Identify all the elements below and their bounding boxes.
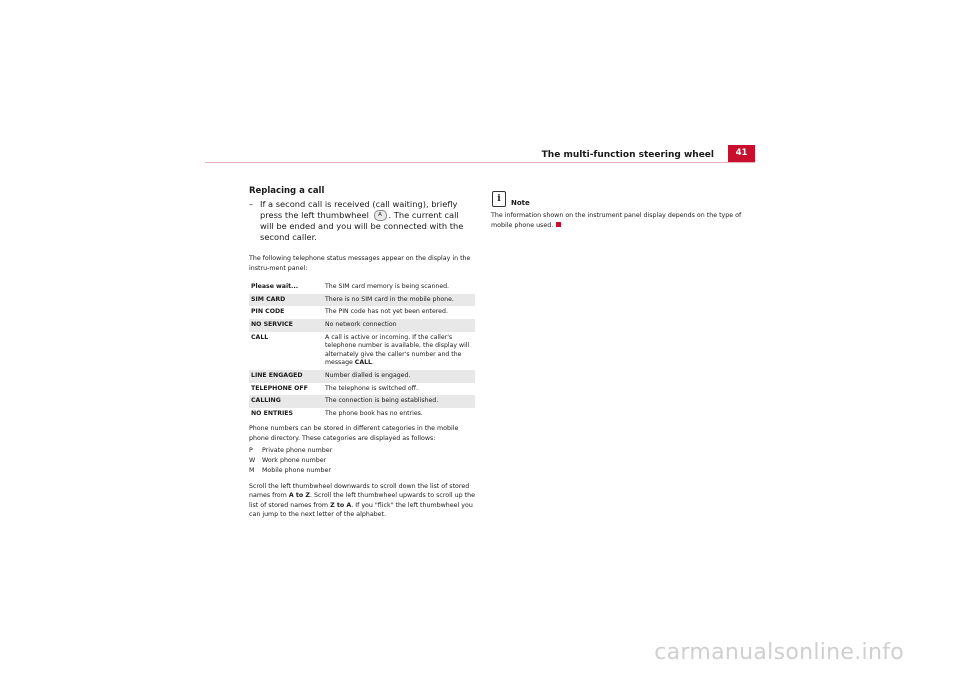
status-code: Please wait...	[251, 283, 299, 291]
table-row	[249, 383, 475, 396]
category-key: M	[249, 466, 255, 474]
category-list	[249, 446, 475, 476]
section-title: Replacing a call	[249, 186, 325, 196]
list-item	[249, 466, 475, 476]
table-row	[249, 306, 475, 319]
scroll-text: Scroll the left thumbwheel downwards to scroll down the list of stored names from	[249, 482, 470, 500]
left-column	[249, 186, 475, 528]
status-description-end: .	[372, 359, 374, 367]
status-description: The telephone is switched off.	[325, 384, 418, 392]
category-label: Mobile phone number	[262, 466, 331, 474]
end-of-section-icon	[556, 222, 561, 227]
status-intro: The following telephone status messages appear on the display in the instru-ment panel:	[249, 255, 471, 272]
category-key: W	[249, 456, 256, 464]
status-code: LINE ENGAGED	[249, 370, 323, 383]
status-description: Number dialled is engaged.	[323, 370, 475, 383]
status-description-bold: CALL	[354, 359, 372, 367]
status-description: The PIN code has not yet been entered.	[325, 308, 448, 316]
list-item	[249, 446, 475, 456]
table-row	[249, 294, 475, 307]
scroll-paragraph	[249, 482, 475, 520]
scroll-range-z-a: Z to A	[330, 501, 352, 509]
status-description: The phone book has no entries.	[325, 409, 423, 417]
watermark: carmanualsonline.info	[654, 640, 904, 665]
categories-intro: Phone numbers can be stored in different categories in the mobile phone directory. These categories are displayed as follows:	[249, 425, 459, 442]
note-text	[491, 211, 761, 230]
status-description: The SIM card memory is being scanned.	[325, 283, 450, 291]
step-text-after: . The current call will be ended and you will be connected with the second caller.	[260, 210, 464, 242]
table-row	[249, 281, 475, 294]
status-description: There is no SIM card in the mobile phone.	[323, 294, 475, 307]
table-row	[249, 370, 475, 383]
status-code: CALL	[251, 333, 269, 341]
note-heading	[491, 191, 761, 207]
instruction-step	[249, 199, 475, 243]
scroll-range-a-z: A to Z	[288, 492, 310, 500]
status-code: TELEPHONE OFF	[251, 384, 308, 392]
category-label: Work phone number	[262, 456, 327, 464]
page-number: 41	[728, 145, 755, 162]
status-code: PIN CODE	[251, 308, 285, 316]
scroll-text: . If you "flick" the left thumbwheel you can jump to the next letter of the alphabet.	[249, 501, 473, 519]
category-label: Private phone number	[262, 446, 333, 454]
table-row	[249, 408, 475, 421]
status-code: NO SERVICE	[249, 319, 323, 332]
thumbwheel-key-icon: A	[374, 210, 387, 221]
status-description: The connection is being established.	[323, 395, 475, 408]
status-code: CALLING	[249, 395, 323, 408]
running-header-title: The multi-function steering wheel	[541, 150, 714, 160]
info-icon: i	[492, 191, 506, 207]
table-row	[249, 395, 475, 408]
status-code: SIM CARD	[249, 294, 323, 307]
note-body: The information shown on the instrument panel display depends on the type of mobile phone used.	[491, 212, 742, 229]
header-divider	[205, 162, 755, 163]
status-description-text: A call is active or incoming. If the caller's telephone number is available, the display will alternately give the caller's number and the message	[325, 333, 470, 367]
status-description: No network connection	[323, 319, 475, 332]
note-label: Note	[511, 199, 530, 207]
status-description	[323, 332, 475, 370]
list-item	[249, 456, 475, 466]
right-column	[491, 191, 761, 238]
scroll-text: . Scroll the left thumbwheel upwards to scroll up the list of stored names from	[249, 492, 475, 509]
table-row	[249, 332, 475, 370]
category-key: P	[249, 446, 253, 454]
table-row	[249, 319, 475, 332]
step-dash: –	[249, 199, 254, 209]
step-text-before: If a second call is received (call waiting), briefly press the left thumbwheel	[260, 199, 458, 220]
status-messages-table	[249, 281, 475, 420]
status-code: NO ENTRIES	[251, 409, 293, 417]
